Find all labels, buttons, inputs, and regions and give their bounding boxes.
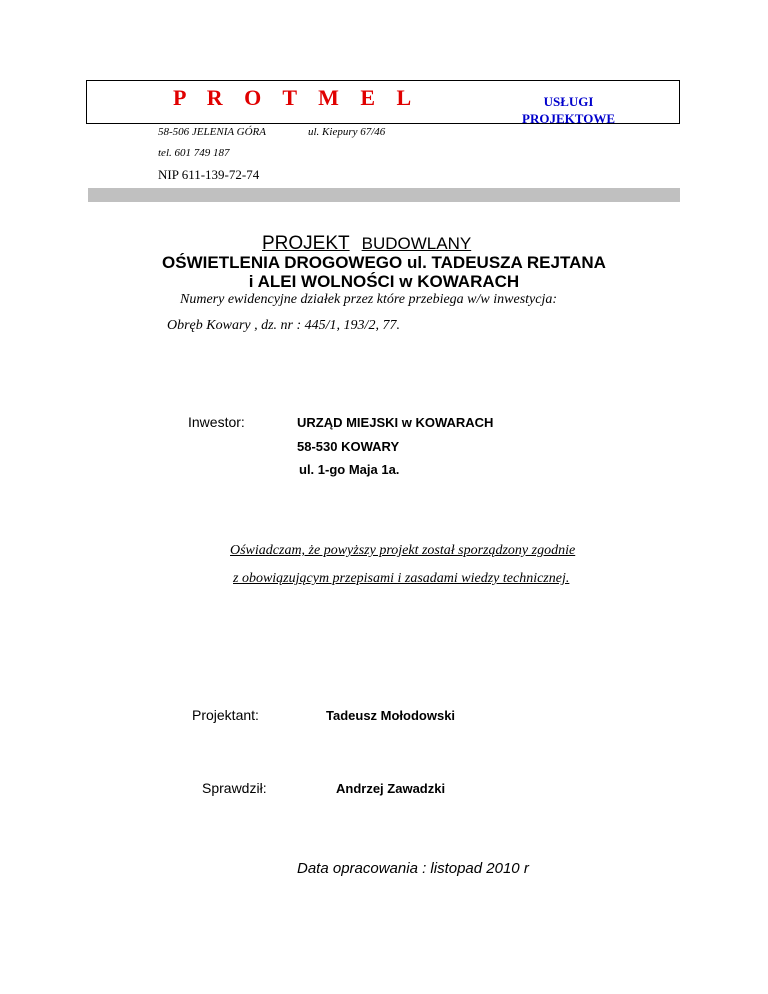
- company-name: P R O T M E L: [173, 85, 420, 110]
- designer-name: Tadeusz Mołodowski: [326, 708, 456, 723]
- separator-bar: [88, 188, 680, 202]
- project-title: [262, 233, 471, 255]
- declaration-line2: z obowiązującym przepisami i zasadami wiedzy technicznej.: [233, 571, 570, 586]
- declaration-line1: Oświadczam, że powyższy projekt został sporządzony zgodnie: [230, 543, 576, 558]
- designer-label: Projektant:: [192, 707, 259, 723]
- nip: NIP 611-139-72-74: [158, 167, 260, 182]
- subject-line2: i ALEI WOLNOŚCI w KOWARACH: [248, 272, 520, 291]
- project-word: PROJEKT: [262, 233, 350, 254]
- investor-label: Inwestor:: [188, 414, 245, 430]
- checker-label: Sprawdził:: [202, 780, 267, 796]
- subject-line1: OŚWIETLENIA DROGOWEGO ul. TADEUSZA REJTANA: [162, 253, 606, 272]
- investor-postal: 58-530 KOWARY: [297, 439, 400, 454]
- company-services: [522, 93, 615, 127]
- address-city: 58-506 JELENIA GÓRA: [158, 126, 266, 138]
- services-line1: USŁUGI: [543, 94, 594, 109]
- investor-name: URZĄD MIEJSKI w KOWARACH: [297, 415, 494, 430]
- checker-name: Andrzej Zawadzki: [336, 781, 446, 796]
- services-line2: PROJEKTOWE: [522, 111, 615, 126]
- project-type: BUDOWLANY: [361, 234, 472, 253]
- address-street: ul. Kiepury 67/46: [308, 126, 386, 138]
- company-header-box: [86, 80, 680, 124]
- parcels-list: Obręb Kowary , dz. nr : 445/1, 193/2, 77.: [167, 318, 400, 333]
- investor-street: ul. 1-go Maja 1a.: [299, 462, 400, 477]
- phone: tel. 601 749 187: [158, 147, 230, 159]
- parcels-intro: Numery ewidencyjne działek przez które przebiega w/w inwestycja:: [180, 292, 558, 307]
- preparation-date: Data opracowania : listopad 2010 r: [297, 860, 529, 877]
